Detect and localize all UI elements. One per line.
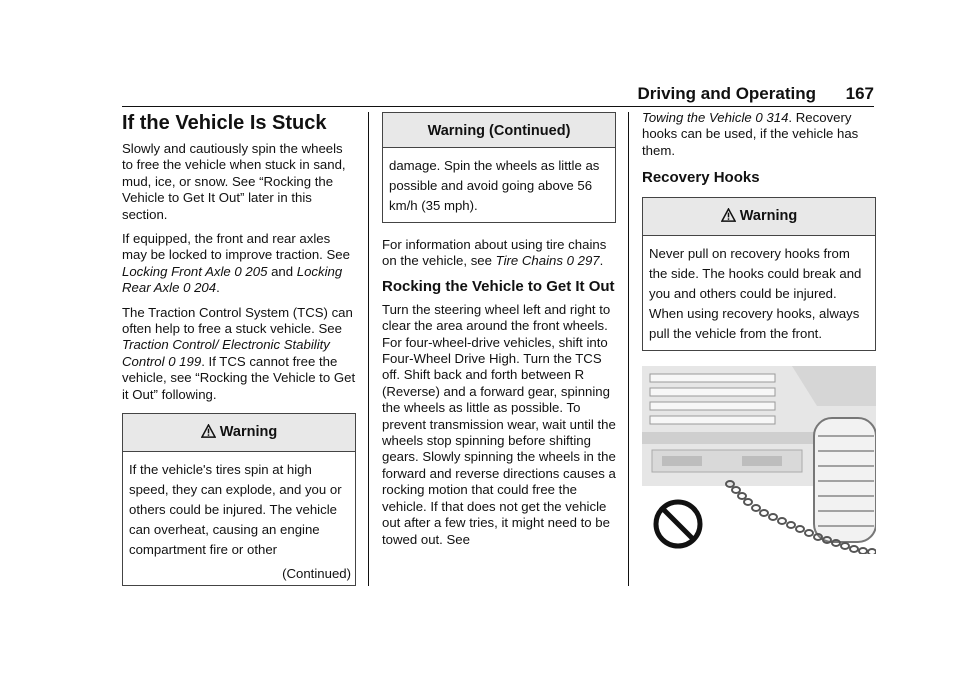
warning-box (122, 413, 356, 586)
page-reference[interactable]: 0 297 (566, 253, 600, 269)
warning-header: Warning (Continued) (383, 113, 615, 148)
header-rule (122, 106, 874, 107)
paragraph: If equipped, the front and rear axles may be locked to improve traction. See Locking Front Axle 0 205 and Locking Rear Axle 0 204. (122, 231, 350, 296)
cross-reference-link[interactable]: Locking Front Axle (122, 263, 231, 279)
paragraph: Turn the steering wheel left and right to clear the area around the front wheels. For four-wheel-drive vehicles, shift into Four-Wheel Drive High. Turn the TCS off. Shift back and forth between R (Reverse) and a forward gear, spinning the wheels as little as possible. To prevent transmission wear, wait until the wheels stop spinning before shifting gears. Slowly spinning the wheels in the forward and reverse directions causes a rocking motion that could free the vehicle. If that does not get the vehicle out after a few tries, it might need to be towed out. See (382, 301, 616, 547)
page-header-section: Driving and Operating (637, 84, 816, 103)
paragraph: Slowly and cautiously spin the wheels to free the vehicle when stuck in sand, mud, ice, or snow. See “Rocking the Vehicle to Get It Out” later in this section. (122, 141, 346, 222)
column-divider-1 (368, 112, 369, 586)
paragraph: For information about using tire chains on the vehicle, see Tire Chains 0 297. (382, 237, 607, 269)
page-number: 167 (845, 84, 874, 103)
column-3 (642, 110, 876, 361)
paragraph: Towing the Vehicle 0 314. Recovery hooks can be used, if the vehicle has them. (642, 110, 859, 158)
cross-reference-link[interactable]: Locking Rear Axle (122, 263, 343, 296)
warning-box (642, 197, 876, 351)
section-title: If the Vehicle Is Stuck (122, 112, 327, 134)
warning-box-continued (382, 112, 616, 223)
warning-header: Warning (123, 414, 355, 452)
subsection-heading: Recovery Hooks (642, 169, 760, 187)
column-2 (382, 110, 616, 556)
prohibited-icon (656, 502, 700, 546)
recovery-hook-illustration (642, 366, 876, 554)
page-reference[interactable]: 0 205 (234, 263, 268, 279)
warning-header: Warning (643, 198, 875, 236)
column-1 (122, 110, 356, 596)
subsection-heading: Rocking the Vehicle to Get It Out (382, 277, 615, 295)
warning-text: If the vehicle's tires spin at high speed, they can explode, and you or others could be injured. The vehicle can overheat, causing an engine compartment fire or other (129, 462, 342, 558)
column-divider-2 (628, 112, 629, 586)
page-reference[interactable]: 0 199 (168, 353, 202, 369)
page-reference[interactable]: 0 314 (755, 110, 789, 125)
paragraph: The Traction Control System (TCS) can often help to free a stuck vehicle. See Traction Control/ Electronic Stability Control 0 199. If TCS cannot free the vehicle, see “Rocking the Vehicle to Get it Out” following. (122, 304, 356, 402)
warning-triangle-icon (201, 424, 216, 443)
page-reference[interactable]: 0 204 (183, 280, 217, 296)
warning-text: Never pull on recovery hooks from the side. The hooks could break and you and others could be injured. When using recovery hooks, always pull the vehicle from the front. (649, 246, 862, 342)
cross-reference-link[interactable]: Traction Control/ Electronic Stability Control (122, 337, 330, 369)
warning-triangle-icon (721, 208, 736, 227)
continued-label: (Continued) (282, 566, 351, 582)
warning-text: damage. Spin the wheels as little as possible and avoid going above 56 km/h (35 mph). (389, 158, 600, 213)
cross-reference-link[interactable]: Towing the Vehicle (642, 110, 752, 125)
cross-reference-link[interactable]: Tire Chains (495, 253, 563, 269)
